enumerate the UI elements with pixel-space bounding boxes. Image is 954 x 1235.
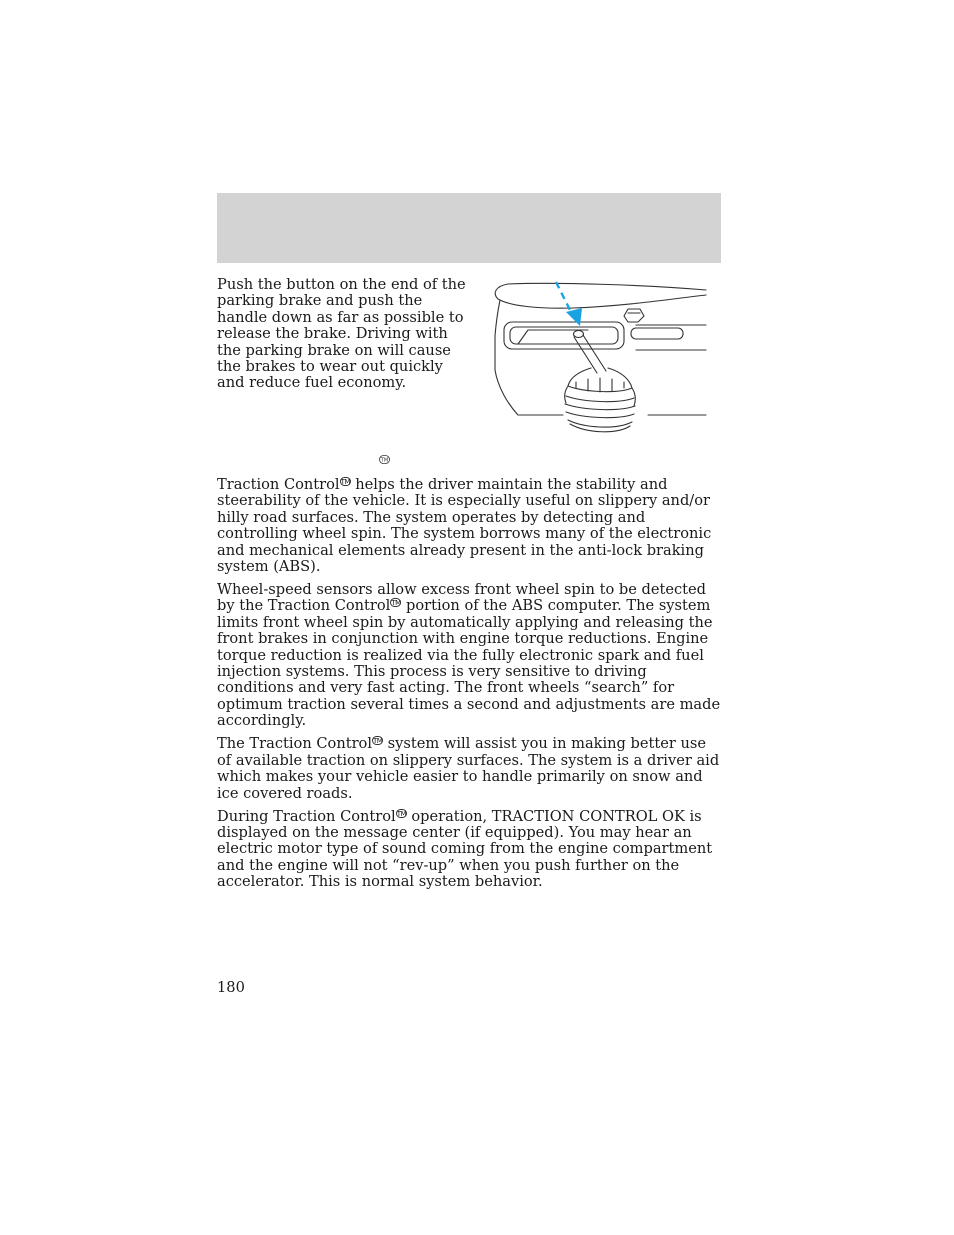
- traction-control-section: [217, 477, 721, 897]
- trademark-symbol-icon: TM: [391, 599, 401, 608]
- traction-control-name: Traction Control: [217, 476, 340, 493]
- parking-brake-release-instruction: Push the button on the end of the parking brake and push the handle down as far as possible to release the brake. Driving with the parking brake on will cause the brakes to wear out quickly and reduce fuel economy.: [217, 276, 466, 392]
- page-number: 180: [217, 979, 245, 996]
- parking-brake-lever-illustration: [488, 278, 708, 436]
- release-direction-arrow: [556, 282, 582, 326]
- traction-control-name: Traction Control: [267, 597, 391, 615]
- svg-text:TM: TM: [380, 457, 389, 464]
- traction-control-paragraph-2: Wheel-speed sensors allow excess front wheel spin to be detected by the Traction ControlTM portion of the ABS computer. The system limits front wheel spin by automatically applying and releasing the front brakes in conjunction with engine torque reductions. Engine torque reduction is realized via the fully electronic spark and fuel injection systems. This process is very sensitive to driving conditions and very fast acting. The front wheels “search” for optimum traction several times a second and adjustments are made accordingly.: [217, 581, 721, 730]
- traction-control-paragraph-1: Traction ControlTM helps the driver maintain the stability and steerability of the vehicle. It is especially useful on slippery and/or hilly road surfaces. The system operates by detecting and controlling wheel spin. The system borrows many of the electronic and mechanical elements already present in the anti-lock braking system (ABS).: [217, 476, 712, 576]
- traction-control-paragraph-3: The Traction ControlTM system will assist you in making better use of available traction on slippery surfaces. The system is a driver aid which makes your vehicle easier to handle primarily on snow and ice covered roads.: [217, 735, 720, 802]
- trademark-symbol-icon: TM: [373, 737, 383, 746]
- trademark-symbol-icon: [379, 455, 390, 464]
- traction-control-name: Traction Control: [273, 807, 396, 825]
- trademark-symbol-icon: TM: [396, 809, 407, 818]
- traction-control-name: Traction Control: [249, 735, 373, 753]
- section-header-band: [217, 193, 721, 263]
- trademark-symbol-icon: TM: [340, 478, 350, 486]
- traction-control-paragraph-4: During Traction ControlTM operation, TRACTION CONTROL OK is displayed on the message center (if equipped). You may hear an electric motor type of sound coming from the engine compartment and the engine will not “rev-up” when you push further on the accelerator. This is normal system behavior.: [217, 807, 713, 891]
